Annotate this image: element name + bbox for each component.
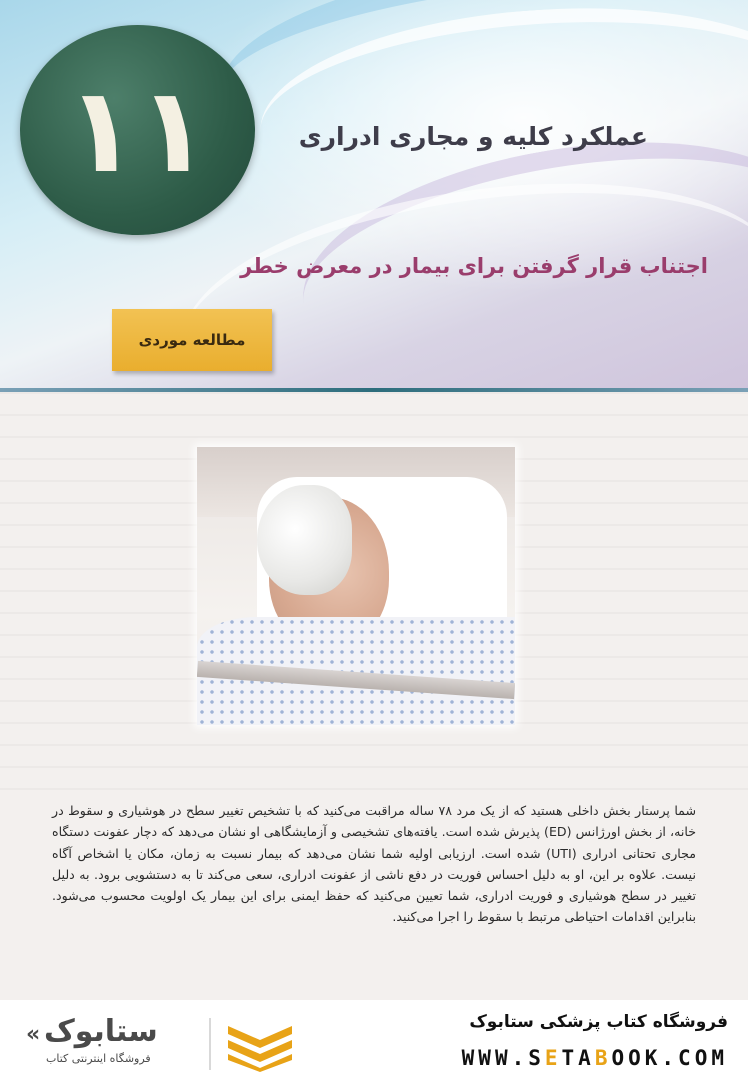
- patient-photo: [197, 447, 515, 725]
- url-accent: E: [544, 1046, 562, 1070]
- logo-arrows-icon: «: [26, 1022, 41, 1047]
- chapter-number: ۱۱: [65, 61, 210, 199]
- chapter-number-badge: [20, 25, 255, 235]
- chapter-header: [0, 0, 748, 392]
- patient-hair: [257, 485, 352, 595]
- chapter-title: عملکرد کلیه و مجاری ادراری: [298, 122, 648, 151]
- url-part: OOK.COM: [611, 1046, 728, 1070]
- logo-separator: [209, 1018, 211, 1070]
- case-study-paragraph: شما پرستار بخش داخلی هستید که از یک مرد ۷۸ ساله مراقبت می‌کنید که با تشخیص تغییر سطح در هوشیاری و سقوط در خانه، از بخش اورژانس (ED) پذیرش شده است. یافته‌های تشخیصی و آزمایشگاهی او نشان می‌دهد که دچار عفونت دستگاه مجاری تحتانی ادراری (UTI) شده است. ارزیابی اولیه شما نشان می‌دهد که بیمار نسبت به زمان، مکان یا اشخاص آگاه نیست. علاوه بر این، او به دلیل احساس فوریت در دفع ناشی از عفونت ادراری، سعی می‌کند تا به دستشویی برود. به دلیل تغییر در سطح هوشیاری و فوریت ادراری، شما تعیین می‌کنید که حفظ ایمنی برای این بیمار یک اولویت محسوب می‌شود. بنابراین اقدامات احتیاطی مرتبط با سقوط را اجرا می‌کنید.: [52, 803, 697, 925]
- logo-wordmark: ستابوک: [44, 1014, 158, 1049]
- url-accent: B: [594, 1046, 612, 1070]
- store-name: فروشگاه کتاب پزشکی ستابوک: [469, 1012, 728, 1032]
- case-study-label: [112, 309, 272, 371]
- footer-banner: [0, 1000, 748, 1079]
- book-stack-icon: [226, 1016, 294, 1072]
- url-part: WWW.S: [461, 1046, 545, 1070]
- store-logo[interactable]: [26, 1014, 296, 1072]
- store-url[interactable]: [462, 1046, 728, 1070]
- section-title: اجتناب قرار گرفتن برای بیمار در معرض خطر: [240, 254, 708, 278]
- url-part: TA: [561, 1046, 595, 1070]
- case-study-label-text: مطالعه موردی: [138, 331, 246, 349]
- logo-tagline: فروشگاه اینترنتی کتاب: [46, 1052, 151, 1065]
